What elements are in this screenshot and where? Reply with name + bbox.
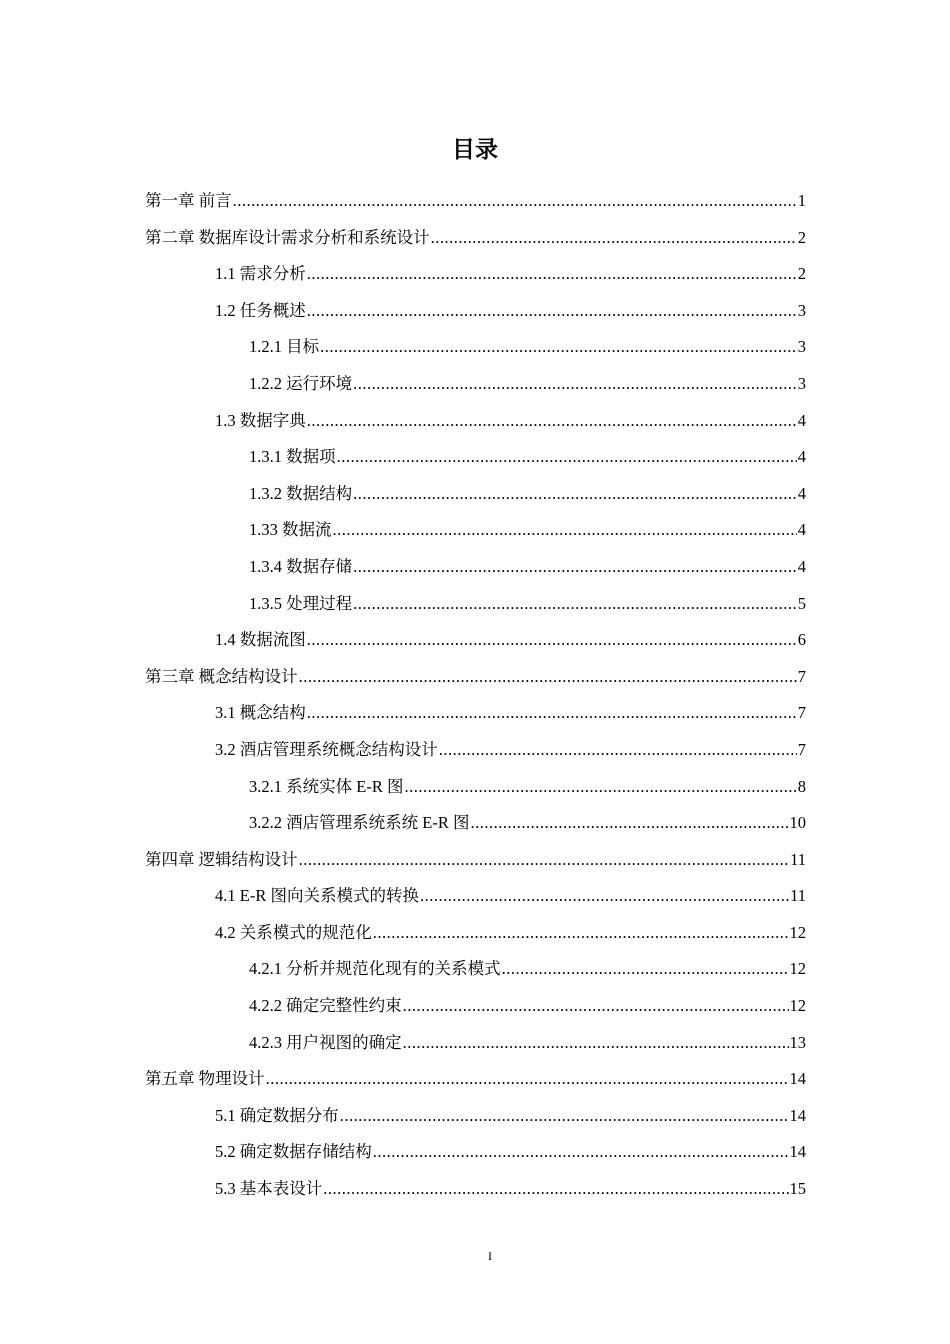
toc-entry-page-number: 8 [797,776,806,796]
toc-entry-text: 1.2 任务概述 [215,300,306,320]
toc-entry-text: 1.3.2 数据结构 [249,483,353,503]
toc-entry-text: 第二章 数据库设计需求分析和系统设计 [145,227,430,247]
dot-leader [353,476,797,513]
toc-entry-text: 1.33 数据流 [249,520,332,540]
toc-entry-level-2[interactable] [145,1171,806,1208]
toc-entry-page-number: 4 [797,447,806,467]
dot-leader [470,805,788,842]
toc-entry-page-number: 11 [790,849,806,869]
toc-entry-level-2[interactable] [145,1098,806,1135]
dot-leader [373,1134,789,1171]
toc-entry-level-3[interactable] [145,549,806,586]
toc-entry-page-number: 4 [797,556,806,576]
dot-leader [320,329,797,366]
toc-entry-text: 1.1 需求分析 [215,264,306,284]
toc-entry-level-1[interactable] [145,183,806,220]
dot-leader [299,842,789,879]
toc-entry-text: 4.2 关系模式的规范化 [215,922,372,942]
toc-entry-text: 5.2 确定数据存储结构 [215,1142,372,1162]
toc-entry-level-3[interactable] [145,1025,806,1062]
toc-entry-text: 4.1 E-R 图向关系模式的转换 [215,886,419,906]
toc-entry-text: 第五章 物理设计 [145,1069,265,1089]
toc-entry-page-number: 5 [797,593,806,613]
toc-entry-page-number: 12 [789,922,806,942]
toc-entry-text: 1.2.2 运行环境 [249,373,353,393]
toc-entry-text: 3.2 酒店管理系统概念结构设计 [215,739,438,759]
toc-entry-text: 第三章 概念结构设计 [145,666,298,686]
toc-entry-page-number: 12 [789,959,806,979]
dot-leader [502,951,789,988]
toc-entry-level-3[interactable] [145,329,806,366]
toc-entry-level-3[interactable] [145,988,806,1025]
toc-entry-page-number: 12 [789,996,806,1016]
dot-leader [233,183,797,220]
toc-entry-level-2[interactable] [145,915,806,952]
toc-entry-page-number: 7 [797,739,806,759]
dot-leader [307,622,797,659]
toc-entry-text: 第四章 逻辑结构设计 [145,849,298,869]
dot-leader [439,732,797,769]
toc-entry-text: 1.2.1 目标 [249,337,320,357]
toc-entry-page-number: 2 [797,264,806,284]
toc-entry-page-number: 13 [789,1032,806,1052]
toc-entry-level-1[interactable] [145,1061,806,1098]
toc-entry-level-2[interactable] [145,293,806,330]
toc-entry-text: 5.3 基本表设计 [215,1179,323,1199]
toc-entry-page-number: 14 [789,1142,806,1162]
toc-entry-text: 5.1 确定数据分布 [215,1105,339,1125]
toc-entry-level-3[interactable] [145,951,806,988]
toc-entry-level-3[interactable] [145,805,806,842]
toc-entry-level-1[interactable] [145,659,806,696]
toc-entry-page-number: 11 [790,886,806,906]
toc-entry-page-number: 14 [789,1105,806,1125]
toc-entry-page-number: 15 [789,1179,806,1199]
toc-entry-level-2[interactable] [145,732,806,769]
toc-entry-level-2[interactable] [145,1134,806,1171]
toc-entry-level-2[interactable] [145,622,806,659]
dot-leader [323,1171,788,1208]
dot-leader [353,586,797,623]
toc-entry-text: 3.2.2 酒店管理系统系统 E-R 图 [249,813,470,833]
toc-entry-page-number: 7 [797,666,806,686]
dot-leader [353,366,797,403]
page-number-footer: I [488,1249,492,1263]
toc-entry-page-number: 4 [797,410,806,430]
dot-leader [307,695,797,732]
dot-leader [431,220,797,257]
dot-leader [337,439,797,476]
toc-entry-level-3[interactable] [145,366,806,403]
toc-entry-level-2[interactable] [145,403,806,440]
toc-entry-text: 1.3.4 数据存储 [249,556,353,576]
toc-entry-text: 4.2.1 分析并规范化现有的关系模式 [249,959,501,979]
page-title: 目录 [452,137,498,163]
toc-entry-level-2[interactable] [145,256,806,293]
dot-leader [420,878,789,915]
toc-entry-text: 第一章 前言 [145,191,232,210]
toc-entry-page-number: 1 [797,191,806,210]
dot-leader [333,512,797,549]
dot-leader [340,1098,789,1135]
dot-leader [307,403,797,440]
toc-entry-level-3[interactable] [145,439,806,476]
toc-entry-level-3[interactable] [145,512,806,549]
toc-entry-text: 4.2.2 确定完整性约束 [249,996,402,1016]
toc-entry-page-number: 2 [797,227,806,247]
dot-leader [403,1025,789,1062]
toc-entry-text: 3.2.1 系统实体 E-R 图 [249,776,404,796]
dot-leader [403,988,789,1025]
toc-entry-level-3[interactable] [145,769,806,806]
dot-leader [299,659,797,696]
toc-entry-text: 3.1 概念结构 [215,703,306,723]
table-of-contents [145,183,806,1208]
toc-entry-page-number: 7 [797,703,806,723]
toc-entry-level-1[interactable] [145,842,806,879]
toc-entry-page-number: 6 [797,630,806,650]
toc-entry-page-number: 14 [789,1069,806,1089]
toc-entry-text: 1.4 数据流图 [215,630,306,650]
toc-entry-level-1[interactable] [145,220,806,257]
toc-entry-level-3[interactable] [145,476,806,513]
toc-entry-page-number: 4 [797,483,806,503]
toc-entry-text: 1.3.5 处理过程 [249,593,353,613]
toc-entry-page-number: 3 [797,373,806,393]
toc-entry-level-2[interactable] [145,878,806,915]
toc-entry-text: 1.3.1 数据项 [249,447,336,467]
toc-entry-page-number: 4 [797,520,806,540]
toc-entry-text: 4.2.3 用户视图的确定 [249,1032,402,1052]
toc-entry-page-number: 10 [789,813,806,833]
dot-leader [353,549,797,586]
toc-entry-page-number: 3 [797,337,806,357]
toc-entry-page-number: 3 [797,300,806,320]
dot-leader [266,1061,789,1098]
toc-entry-text: 1.3 数据字典 [215,410,306,430]
toc-entry-level-2[interactable] [145,695,806,732]
toc-entry-level-3[interactable] [145,586,806,623]
dot-leader [404,769,796,806]
dot-leader [307,256,797,293]
dot-leader [373,915,789,952]
dot-leader [307,293,797,330]
